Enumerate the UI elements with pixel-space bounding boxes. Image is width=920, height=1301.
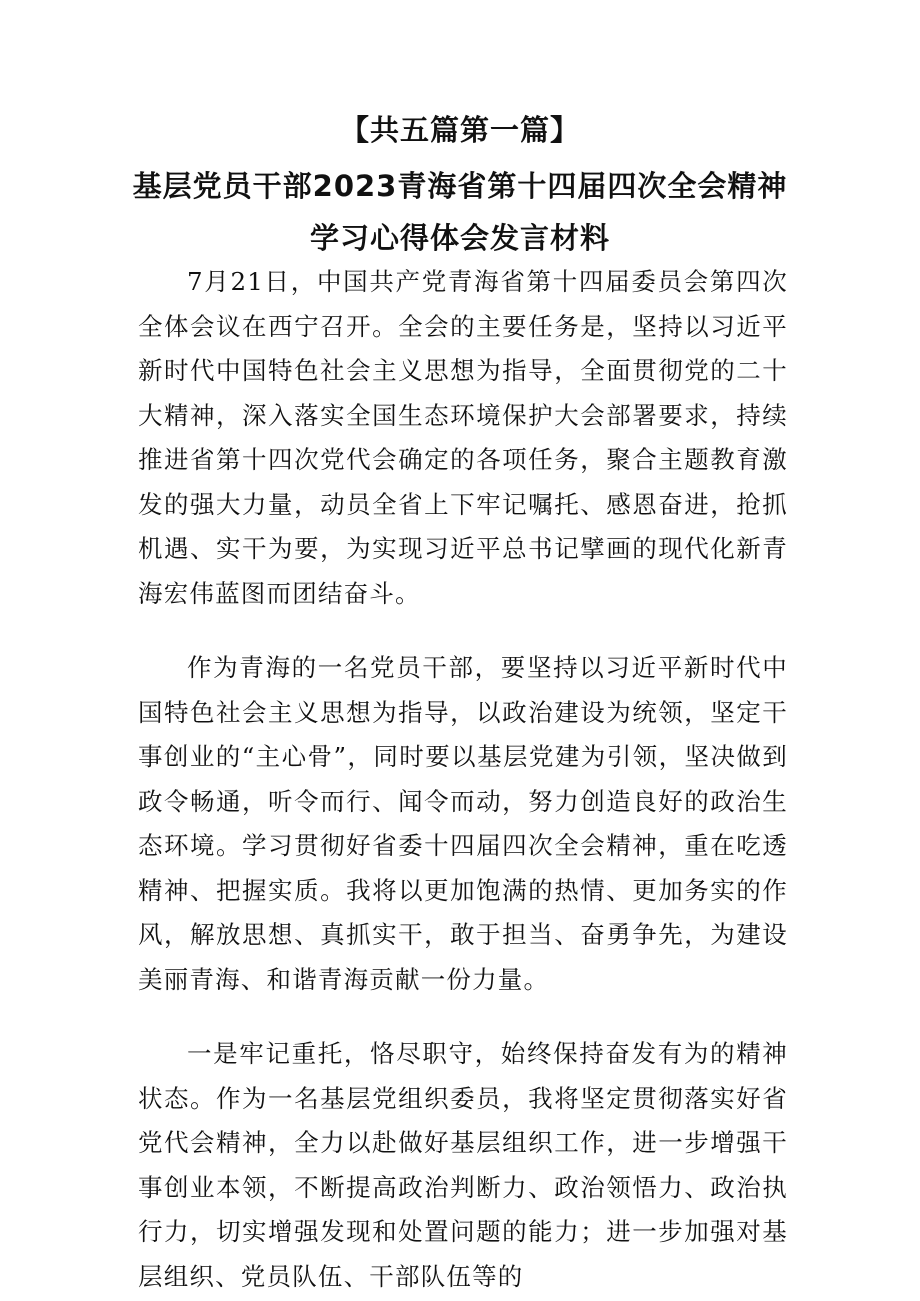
paragraph-3: 一是牢记重托，恪尽职守，始终保持奋发有为的精神状态。作为一名基层党组织委员，我将坚定贯彻落实好省党代会精神，全力以赴做好基层组织工作，进一步增强干事创业本领，不断提高政治判断力、政治领悟力、政治执行力，切实增强发现和处置问题的能力；进一步加强对基层组织、党员队伍、干部队伍等的: [138, 1039, 788, 1291]
document-body: [138, 260, 788, 1299]
paragraph-1: 7月21日，中国共产党青海省第十四届委员会第四次全体会议在西宁召开。全会的主要任务是，坚持以习近平新时代中国特色社会主义思想为指导，全面贯彻党的二十大精神，深入落实全国生态环境保护大会部署要求，持续推进省第十四次党代会确定的各项任务，聚合主题教育激发的强大力量，动员全省上下牢记嘱托、感恩奋进，抢抓机遇、实干为要，为实现习近平总书记擘画的现代化新青海宏伟蓝图而团结奋斗。: [138, 267, 788, 608]
document-title: 基层党员干部2023青海省第十四届四次全会精神学习心得体会发言材料: [132, 169, 788, 255]
series-label: 【共五篇第一篇】: [339, 113, 580, 147]
paragraph-2: 作为青海的一名党员干部，要坚持以习近平新时代中国特色社会主义思想为指导，以政治建设为统领，坚定干事创业的“主心骨”，同时要以基层党建为引领，坚决做到政令畅通，听令而行、闻令而动，努力创造良好的政治生态环境。学习贯彻好省委十四届四次全会精神，重在吃透精神、把握实质。我将以更加饱满的热情、更加务实的作风，解放思想、真抓实干，敢于担当、奋勇争先，为建设美丽青海、和谐青海贡献一份力量。: [138, 653, 788, 994]
